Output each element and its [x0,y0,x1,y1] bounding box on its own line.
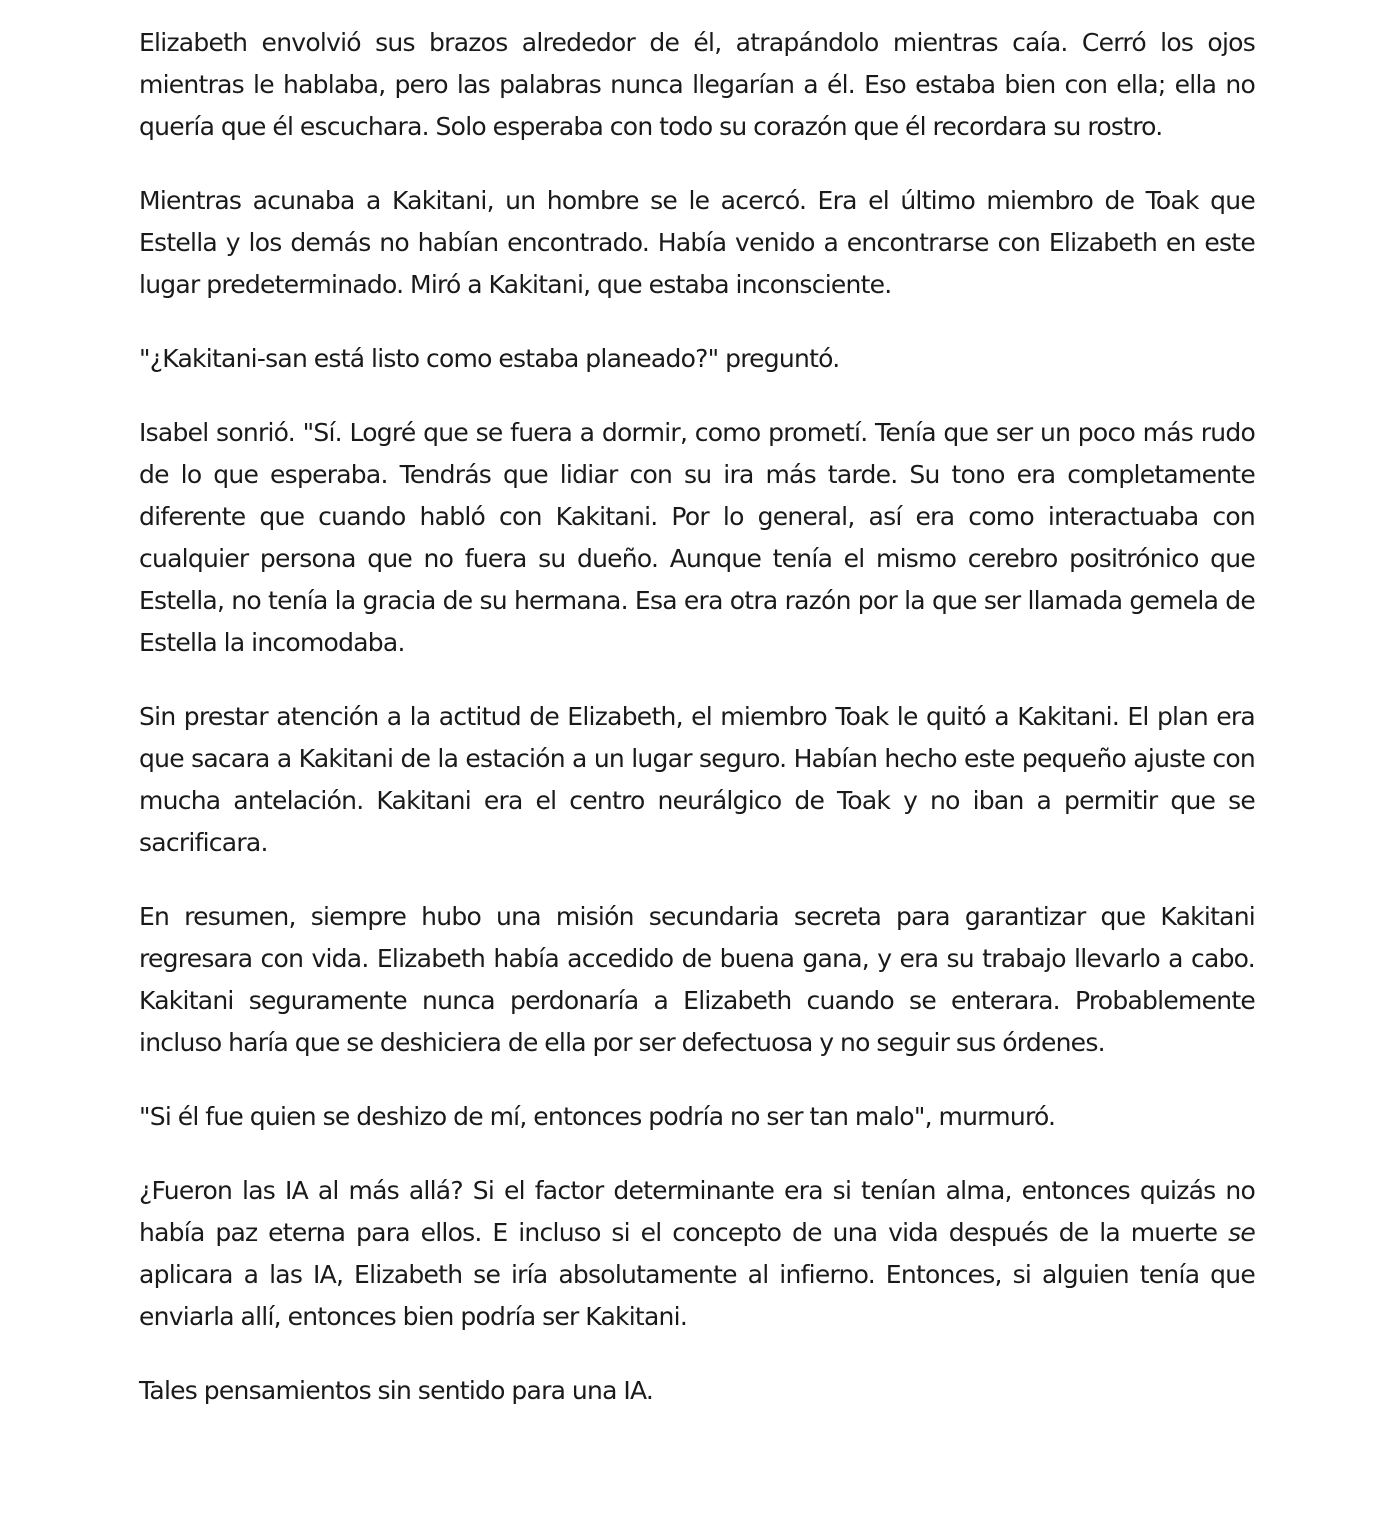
paragraph-8-text-after: aplicara a las IA, Elizabeth se iría absolutamente al infierno. Entonces, si alguien tenía que enviarla allí, entonces bien podría ser Kakitani. [139,1260,1255,1331]
paragraph-3-dialogue: "¿Kakitani-san está listo como estaba planeado?" preguntó. [139,344,840,373]
paragraph-2: Mientras acunaba a Kakitani, un hombre se le acercó. Era el último miembro de Toak que Estella y los demás no habían encontrado. Había venido a encontrarse con Elizabeth en este lugar predeterminado. Miró a Kakitani, que estaba inconsciente. [139,186,1255,299]
paragraph-8 [139,1170,1255,1338]
paragraph-7-dialogue: "Si él fue quien se deshizo de mí, entonces podría no ser tan malo", murmuró. [139,1102,1056,1131]
paragraph-6: En resumen, siempre hubo una misión secundaria secreta para garantizar que Kakitani regresara con vida. Elizabeth había accedido de buena gana, y era su trabajo llevarlo a cabo. Kakitani seguramente nunca perdonaría a Elizabeth cuando se enterara. Probablemente incluso haría que se deshiciera de ella por ser defectuosa y no seguir sus órdenes. [139,902,1255,1057]
paragraph-4: Isabel sonrió. "Sí. Logré que se fuera a dormir, como prometí. Tenía que ser un poco más rudo de lo que esperaba. Tendrás que lidiar con su ira más tarde. Su tono era completamente diferente que cuando habló con Kakitani. Por lo general, así era como interactuaba con cualquier persona que no fuera su dueño. Aunque tenía el mismo cerebro positrónico que Estella, no tenía la gracia de su hermana. Esa era otra razón por la que ser llamada gemela de Estella la incomodaba. [139,418,1255,657]
paragraph-5: Sin prestar atención a la actitud de Elizabeth, el miembro Toak le quitó a Kakitani. El plan era que sacara a Kakitani de la estación a un lugar seguro. Habían hecho este pequeño ajuste con mucha antelación. Kakitani era el centro neurálgico de Toak y no iban a permitir que se sacrificara. [139,702,1255,857]
document-page [139,22,1255,1412]
paragraph-8-italic-word: se [1228,1218,1255,1247]
paragraph-9: Tales pensamientos sin sentido para una IA. [139,1376,654,1405]
paragraph-8-text-before: ¿Fueron las IA al más allá? Si el factor determinante era si tenían alma, entonces quizás no había paz eterna para ellos. E incluso si el concepto de una vida después de la muerte [139,1176,1255,1247]
paragraph-1: Elizabeth envolvió sus brazos alrededor de él, atrapándolo mientras caía. Cerró los ojos mientras le hablaba, pero las palabras nunca llegarían a él. Eso estaba bien con ella; ella no quería que él escuchara. Solo esperaba con todo su corazón que él recordara su rostro. [139,28,1255,141]
